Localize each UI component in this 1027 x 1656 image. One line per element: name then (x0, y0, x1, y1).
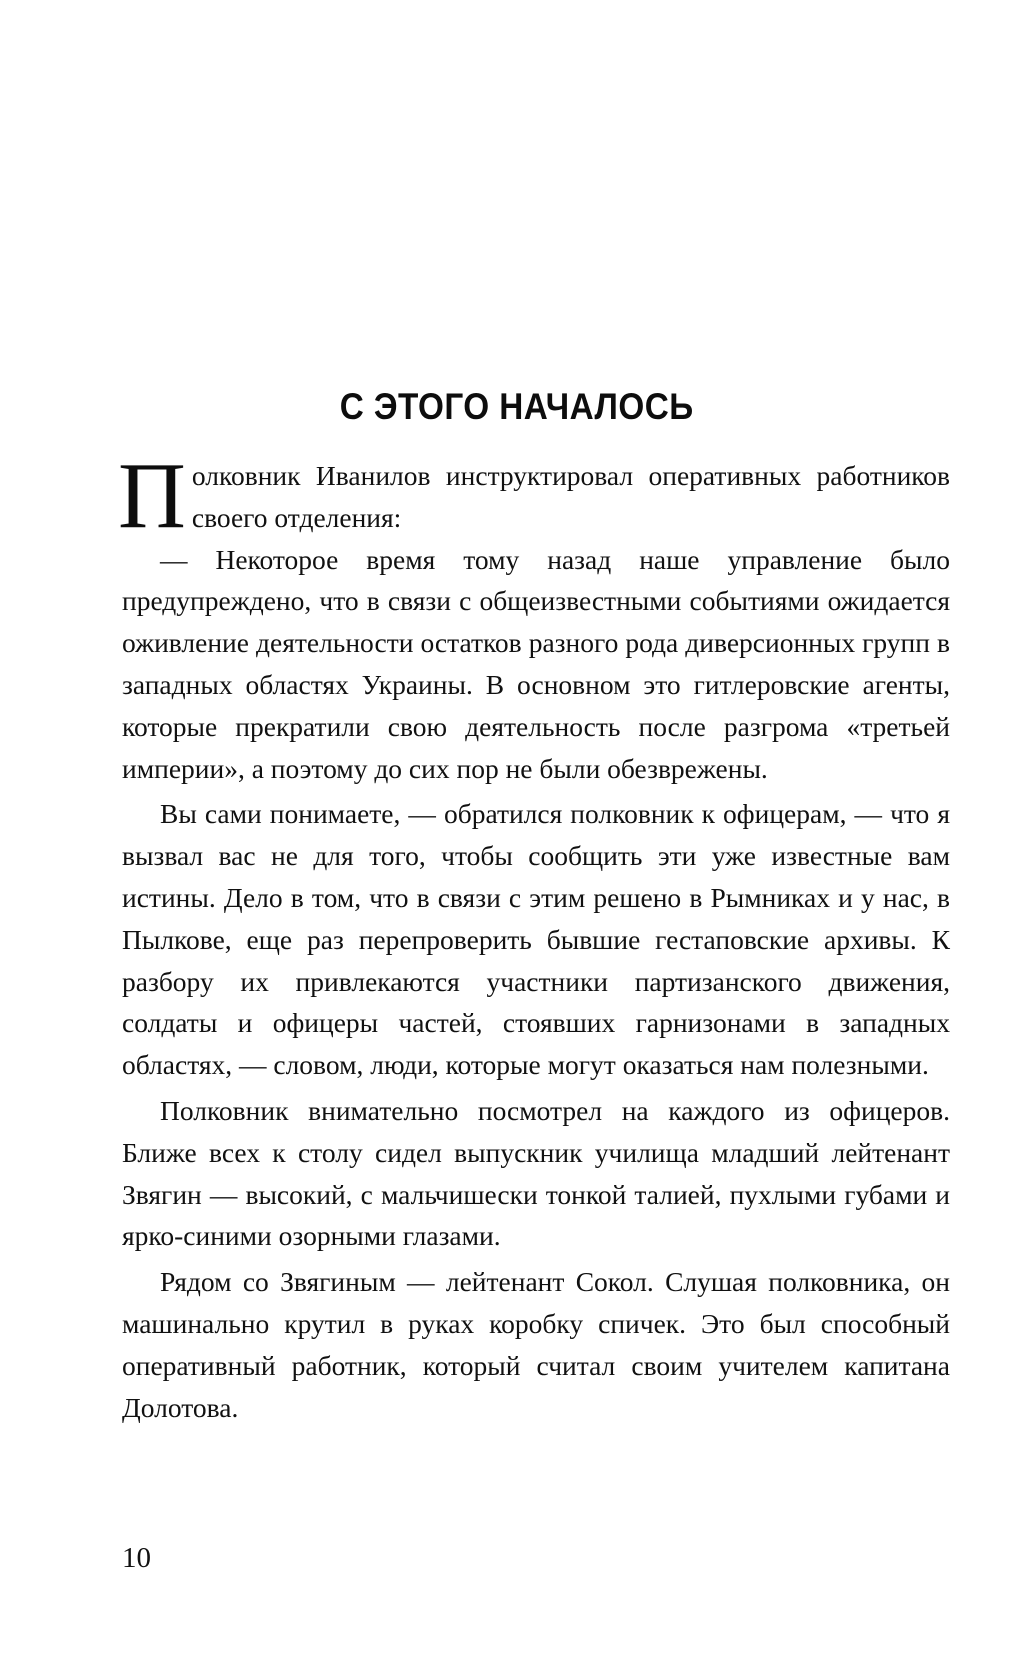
paragraph-2: — Некоторое время тому назад наше управление было предупреждено, что в связи с общеизвестными событиями ожидается оживление деятельности остатков разного рода диверсионных групп в западных областях Украины. В основном это гитлеровские агенты, которые прекратили свою деятельность после разгрома «третьей империи», а поэтому до сих пор не были обезврежены. (122, 543, 950, 784)
body-text (118, 444, 950, 1428)
drop-cap-letter: П (118, 444, 186, 548)
paragraph-4: Полковник внимательно посмотрел на каждого из офицеров. Ближе всех к столу сидел выпускник училища младший лейтенант Звягин — высокий, с мальчишески тонкой талией, пухлыми губами и ярко-синими озорными глазами. (122, 1094, 950, 1252)
paragraph-1 (118, 444, 950, 548)
chapter-title: С ЭТОГО НАЧАЛОСЬ (339, 386, 694, 427)
paragraph-1-text: олковник Иванилов инструктировал оперативных работников своего отделения: (191, 460, 950, 533)
page-number: 10 (122, 1542, 151, 1574)
paragraph-5: Рядом со Звягиным — лейтенант Сокол. Слушая полковника, он машинально крутил в руках коробку спичек. Это был способный оперативный работник, который считал своим учителем капитана Долотова. (122, 1266, 950, 1423)
paragraph-3: Вы сами понимаете, — обратился полковник к офицерам, — что я вызвал вас не для того, чтобы сообщить эти уже известные вам истины. Дело в том, что в связи с этим решено в Рымниках и у нас, в Пылкове, еще раз перепроверить бывшие гестаповские архивы. К разбору их привлекаются участники партизанского движения, солдаты и офицеры частей, стоявших гарнизонами в западных областях, — словом, люди, которые могут оказаться нам полезными. (122, 798, 950, 1081)
